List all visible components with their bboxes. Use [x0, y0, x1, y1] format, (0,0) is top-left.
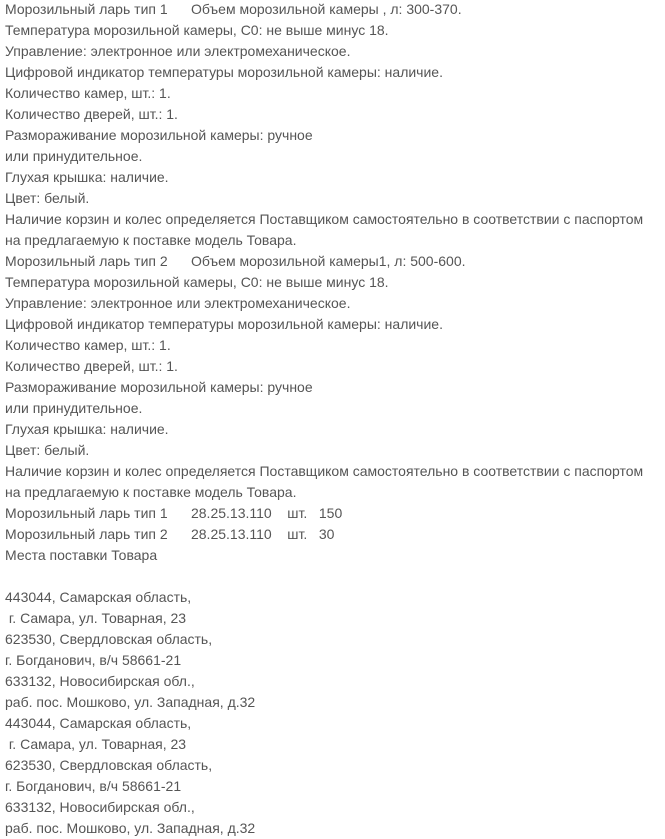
- spec-line: Наличие корзин и колес определяется Поставщиком самостоятельно в соответствии с паспортом: [5, 463, 644, 479]
- address-line: г. Самара, ул. Товарная, 23: [5, 610, 187, 626]
- spec-type1-section: [5, 0, 660, 251]
- delivery-heading: Места поставки Товара: [5, 547, 158, 563]
- spec-line: Цвет: белый.: [5, 442, 90, 458]
- address-line: 633132, Новосибирская обл.,: [5, 673, 195, 689]
- address-line: г. Богданович, в/ч 58661-21: [5, 778, 182, 794]
- spec-line: Управление: электронное или электромеханическое.: [5, 43, 351, 59]
- address-line: 633132, Новосибирская обл.,: [5, 799, 195, 815]
- spec-line: Наличие корзин и колес определяется Поставщиком самостоятельно в соответствии с паспортом: [5, 211, 644, 227]
- delivery-addresses: [5, 587, 660, 839]
- spec-line: Управление: электронное или электромеханическое.: [5, 295, 351, 311]
- spec-line: на предлагаемую к поставке модель Товара.: [5, 484, 297, 500]
- spec-line: Размораживание морозильной камеры: ручное: [5, 379, 313, 395]
- spec-line: или принудительное.: [5, 148, 143, 164]
- document-body: [5, 0, 660, 839]
- address-line: г. Богданович, в/ч 58661-21: [5, 652, 182, 668]
- spec-line: Температура морозильной камеры, С0: не выше минус 18.: [5, 274, 389, 290]
- address-line: г. Самара, ул. Товарная, 23: [5, 736, 187, 752]
- spec-line: Глухая крышка: наличие.: [5, 421, 169, 437]
- spec-line: Количество камер, шт.: 1.: [5, 85, 171, 101]
- address-line: раб. пос. Мошково, ул. Западная, д.32: [5, 820, 256, 836]
- spec-line: Температура морозильной камеры, С0: не выше минус 18.: [5, 22, 389, 38]
- spec-line: Цифровой индикатор температуры морозильной камеры: наличие.: [5, 316, 443, 332]
- address-line: 623530, Свердловская область,: [5, 631, 213, 647]
- spec-line: Морозильный ларь тип 2 Объем морозильной камеры1, л: 500-600.: [5, 253, 466, 269]
- blank-line: [5, 566, 660, 587]
- spec-line: Морозильный ларь тип 1 Объем морозильной камеры , л: 300-370.: [5, 1, 462, 17]
- spec-line: Размораживание морозильной камеры: ручное: [5, 127, 313, 143]
- spec-line: или принудительное.: [5, 400, 143, 416]
- address-line: 443044, Самарская область,: [5, 589, 192, 605]
- spec-type2-section: [5, 251, 660, 503]
- spec-line: Количество дверей, шт.: 1.: [5, 358, 178, 374]
- spec-line: Цвет: белый.: [5, 190, 90, 206]
- address-line: 623530, Свердловская область,: [5, 757, 213, 773]
- quantities-section: [5, 503, 660, 545]
- spec-line: Цифровой индикатор температуры морозильной камеры: наличие.: [5, 64, 443, 80]
- spec-line: Глухая крышка: наличие.: [5, 169, 169, 185]
- quantity-row: Морозильный ларь тип 1 28.25.13.110 шт. 150: [5, 505, 343, 521]
- address-line: раб. пос. Мошково, ул. Западная, д.32: [5, 694, 256, 710]
- quantity-row: Морозильный ларь тип 2 28.25.13.110 шт. 30: [5, 526, 335, 542]
- spec-line: на предлагаемую к поставке модель Товара.: [5, 232, 297, 248]
- address-line: 443044, Самарская область,: [5, 715, 192, 731]
- spec-line: Количество камер, шт.: 1.: [5, 337, 171, 353]
- spec-line: Количество дверей, шт.: 1.: [5, 106, 178, 122]
